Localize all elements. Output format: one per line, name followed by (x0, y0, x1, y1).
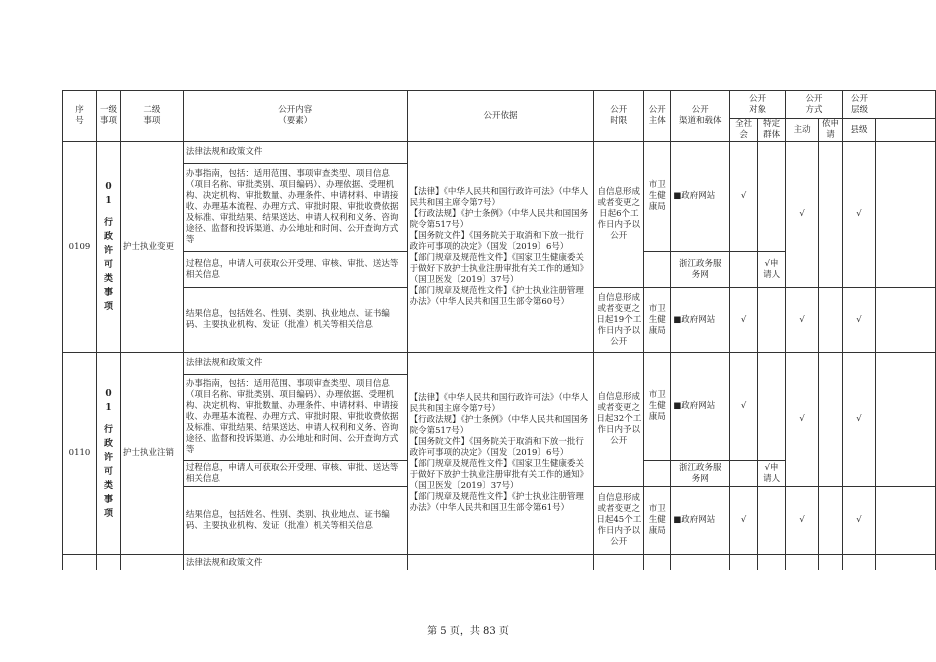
channel-zj: 浙江政务服 务网 (671, 252, 730, 288)
level1-char: 类 (103, 480, 113, 491)
mode-apply-cell (819, 142, 843, 288)
channel-web: ■政府网站 (671, 353, 730, 461)
mode-active-check: √ (786, 353, 819, 487)
level-extra-cell (876, 487, 936, 555)
row-level2-name: 护士执业注销 (120, 353, 183, 555)
target-specific-check: √申 请人 (758, 252, 786, 288)
level1-char: 政 (103, 232, 113, 242)
header-target: 公开 对象 (730, 91, 786, 119)
row-seq: 0110 (63, 353, 97, 555)
level1-char: 1 (105, 196, 112, 206)
header-content: 公开内容 （要素） (183, 91, 407, 142)
period-text: 自信息形成或者变更之日起45个工作日内予以公开 (594, 487, 644, 555)
channel-zj: 浙江政务服 务网 (671, 461, 730, 487)
channel-web: ■政府网站 (671, 487, 730, 555)
target-specific-cell (758, 487, 786, 555)
target-specific-check: √申 请人 (758, 461, 786, 487)
header-level-county: 县级 (843, 119, 876, 142)
level1-char: 可 (103, 260, 113, 270)
target-all-check: √ (730, 142, 758, 252)
subject-text: 市卫 生健 康局 (644, 142, 671, 252)
row-next-cell (120, 555, 183, 571)
level1-char: 事 (103, 288, 113, 298)
header-basis: 公开依据 (407, 91, 594, 142)
level-county-check: √ (843, 353, 876, 487)
mode-apply-cell (819, 288, 843, 353)
level-extra-cell (876, 142, 936, 288)
mode-active-check: √ (786, 487, 819, 555)
subject-empty (644, 461, 671, 487)
header-channel: 公开 渠道和载体 (671, 91, 730, 142)
header-level-extra (876, 119, 936, 142)
basis-text: 【法律】《中华人民共和国行政许可法》（中华人民共和国主席令第7号） 【行政法规】《护士条例》（中华人民共和国国务院令第517号） 【国务院文件】《国务院关于取消和下放一批行政许可事项的决定》（国发〔2019〕6号） 【部门规章及规范性文件】《国家卫生健康委关于做好下放护士执业注册审批有关工作的通知》（国卫医发〔2019〕37号） 【部门规章及规范性文件】《护士执业注册管理办法》（中华人民共和国卫生部令第61号） (407, 353, 594, 555)
content-laws: 法律法规和政策文件 (183, 555, 407, 571)
level1-char: 项 (103, 508, 113, 519)
mode-apply-cell (819, 487, 843, 555)
table-row (63, 353, 936, 375)
header-mode-active: 主动 (786, 119, 819, 142)
row-next-cell (758, 555, 786, 571)
header-level2: 二级 事项 (120, 91, 183, 142)
level1-char (99, 415, 118, 423)
target-all-empty (730, 461, 758, 487)
content-laws: 法律法规和政策文件 (183, 142, 407, 164)
row-next-cell (786, 555, 819, 571)
row-level2-name: 护士执业变更 (120, 142, 183, 353)
row-next-cell (644, 555, 671, 571)
level1-char: 行 (103, 218, 113, 228)
period-text: 自信息形成或者变更之日起32个工作日内予以公开 (594, 353, 644, 487)
header-period: 公开 时限 (594, 91, 644, 142)
level1-char: 项 (103, 302, 113, 312)
subject-empty (644, 252, 671, 288)
channel-web: ■政府网站 (671, 142, 730, 252)
header-level1: 一级 事项 (96, 91, 120, 142)
level1-char: 0 (105, 182, 112, 192)
row-next-cell (843, 555, 876, 571)
header-level: 公开 层级 (843, 91, 936, 119)
mode-apply-cell (819, 353, 843, 487)
header-target-specific: 特定 群体 (758, 119, 786, 142)
header-subject: 公开 主体 (644, 91, 671, 142)
header-row-1 (63, 91, 936, 119)
table-row-next (63, 555, 936, 571)
content-guide: 办事指南，包括：适用范围、事项审查类型、项目信息（项目名称、审批类别、项目编码）、办理依据、受理机构、决定机构、审批数量、办理条件、申请材料、申请接收、办理基本流程、办理方式、审批时限、审批收费依据及标准、审批结果、结果送达、申请人权利和义务、咨询途径、监督和投诉渠道、办公地址和时间、公开查询方式等 (183, 375, 407, 461)
row-next-cell (671, 555, 730, 571)
header-mode-apply: 依申 请 (819, 119, 843, 142)
header-target-all: 全社 会 (730, 119, 758, 142)
target-specific-cell (758, 142, 786, 252)
content-result: 结果信息，包括姓名、性别、类别、执业地点、证书编码、主要执业机构、发证（批准）机关等相关信息 (183, 487, 407, 555)
subject-text: 市卫 生健 康局 (644, 288, 671, 353)
level1-char (99, 208, 118, 216)
level-extra-cell (876, 288, 936, 353)
level1-char: 政 (103, 438, 113, 449)
content-process: 过程信息，申请人可获取公开受理、审核、审批、送达等相关信息 (183, 252, 407, 288)
target-all-empty (730, 252, 758, 288)
row-next-cell (819, 555, 843, 571)
content-process: 过程信息，申请人可获取公开受理、审核、审批、送达等相关信息 (183, 461, 407, 487)
level1-char: 可 (103, 466, 113, 477)
level1-char: 许 (103, 246, 113, 256)
row-next-cell (96, 555, 120, 571)
header-seq: 序 号 (63, 91, 97, 142)
target-all-check: √ (730, 487, 758, 555)
level1-char: 行 (103, 424, 113, 435)
row-level1 (96, 142, 120, 353)
level1-char: 1 (105, 402, 112, 413)
disclosure-table-sheet (62, 90, 936, 570)
period-text: 自信息形成或者变更之日起6个工作日内予以公开 (594, 142, 644, 288)
level-county-check: √ (843, 487, 876, 555)
row-level1 (96, 353, 120, 555)
level1-char: 0 (105, 388, 112, 399)
row-next-cell (730, 555, 758, 571)
content-result: 结果信息，包括姓名、性别、类别、执业地点、证书编码、主要执业机构、发证（批准）机关等相关信息 (183, 288, 407, 353)
table-row (63, 142, 936, 164)
row-next-cell (594, 555, 644, 571)
level1-char: 类 (103, 274, 113, 284)
level-county-check: √ (843, 288, 876, 353)
content-laws: 法律法规和政策文件 (183, 353, 407, 375)
basis-text: 【法律】《中华人民共和国行政许可法》（中华人民共和国主席令第7号） 【行政法规】《护士条例》（中华人民共和国国务院令第517号） 【国务院文件】《国务院关于取消和下放一批行政许可事项的决定》（国发〔2019〕6号） 【部门规章及规范性文件】《国家卫生健康委关于做好下放护士执业注册审批有关工作的通知》（国卫医发〔2019〕37号） 【部门规章及规范性文件】《护士执业注册管理办法》（中华人民共和国卫生部令第60号） (407, 142, 594, 353)
row-seq: 0109 (63, 142, 97, 353)
target-specific-cell (758, 353, 786, 461)
subject-text: 市卫 生健 康局 (644, 353, 671, 461)
mode-active-check: √ (786, 288, 819, 353)
period-text: 自信息形成或者变更之日起19个工作日内予以公开 (594, 288, 644, 353)
content-guide: 办事指南，包括：适用范围、事项审查类型、项目信息（项目名称、审批类别、项目编码）、办理依据、受理机构、决定机构、审批数量、办理条件、申请材料、申请接收、办理基本流程、办理方式、审批时限、审批收费依据及标准、审批结果、结果送达、申请人权利和义务、咨询途径、监督和投诉渠道、办公地址和时间、公开查询方式等 (183, 164, 407, 252)
target-specific-cell (758, 288, 786, 353)
level1-char: 许 (103, 452, 113, 463)
row-next-cell (63, 555, 97, 571)
mode-active-check: √ (786, 142, 819, 288)
row-next-cell (407, 555, 594, 571)
target-all-check: √ (730, 288, 758, 353)
header-mode: 公开 方式 (786, 91, 843, 119)
target-all-check: √ (730, 353, 758, 461)
row-next-cell (876, 555, 936, 571)
disclosure-table (62, 90, 936, 570)
page-footer: 第 5 页，共 83 页 (427, 626, 509, 637)
subject-text: 市卫 生健 康局 (644, 487, 671, 555)
level-extra-cell (876, 353, 936, 487)
channel-web: ■政府网站 (671, 288, 730, 353)
level1-char: 事 (103, 494, 113, 505)
level-county-check: √ (843, 142, 876, 288)
